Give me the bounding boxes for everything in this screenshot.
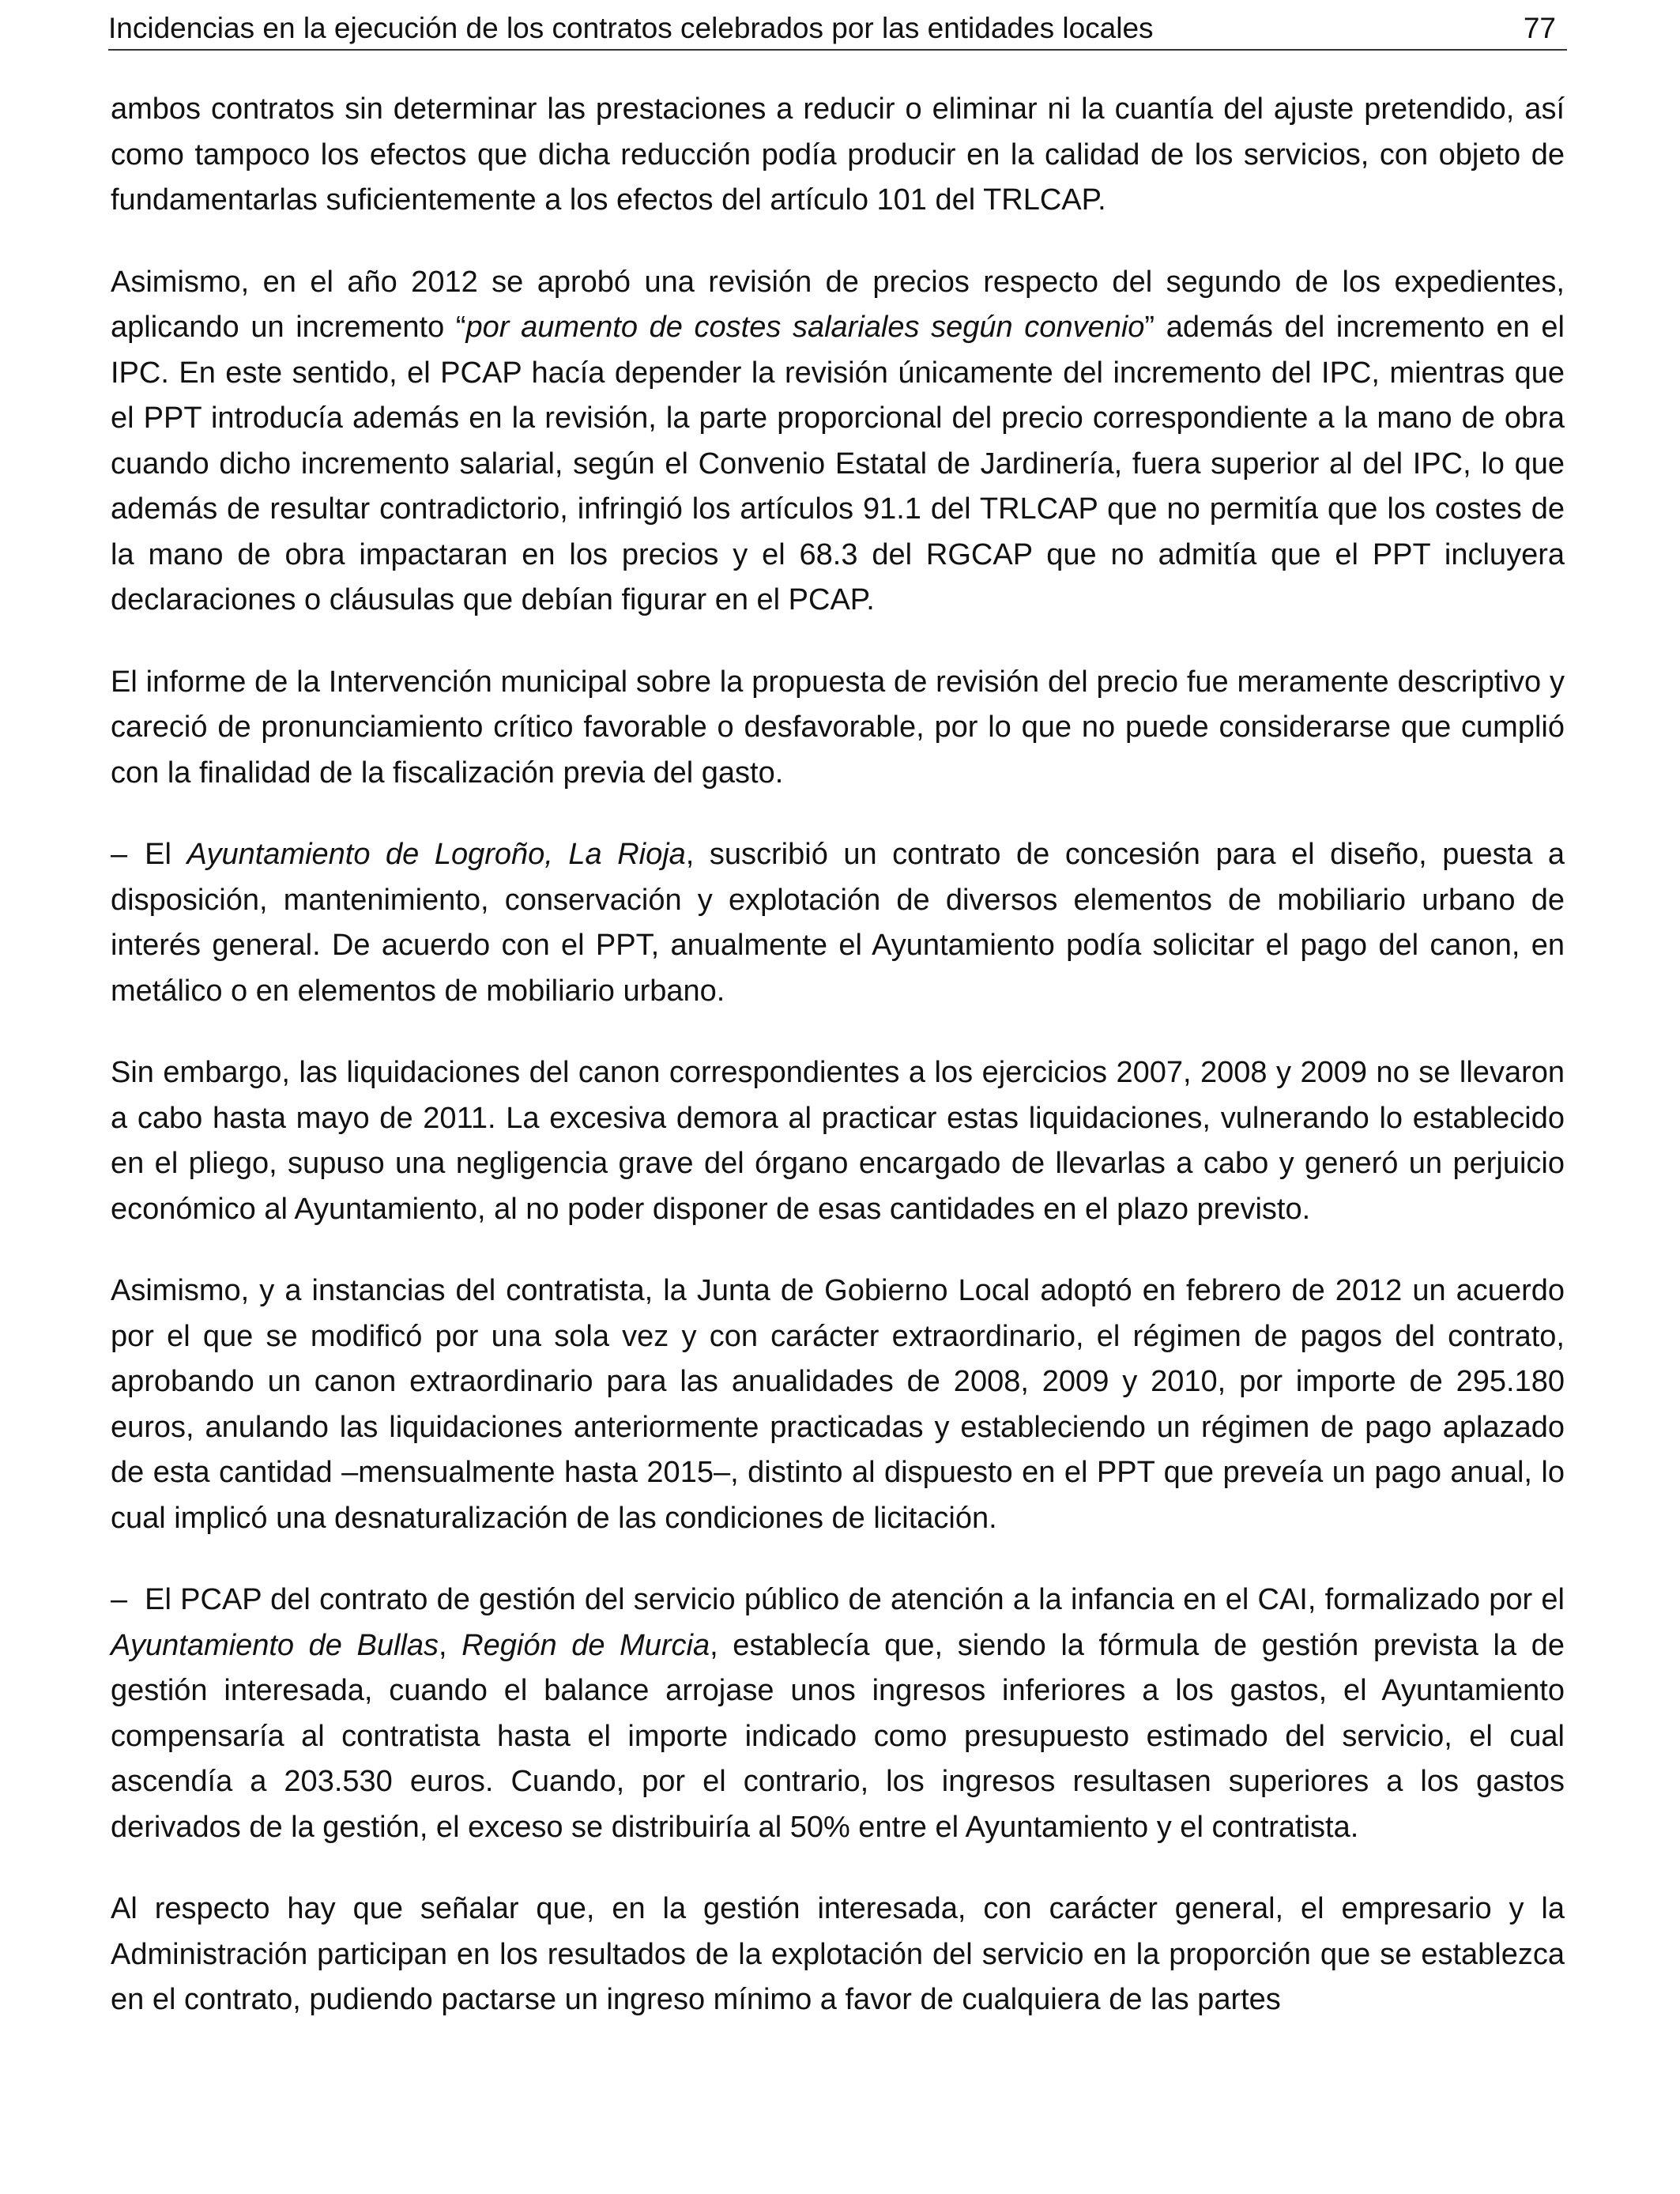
paragraph-7-separator: , <box>439 1628 462 1662</box>
body-text <box>111 87 1565 2060</box>
running-header <box>108 8 1567 51</box>
paragraph-7-text-b: , establecía que, siendo la fórmula de gestión prevista la de gestión interesada, cuando el balance arrojase unos ingresos inferiores a los gastos, el Ayuntamiento compensaría al contratista hasta el importe indicado como presupuesto estimado del servicio, el cual ascendía a 203.530 euros. Cuando, por el contrario, los ingresos resultasen superiores a los gastos derivados de la gestión, el exceso se distribuiría al 50% entre el Ayuntamiento y el contratista. <box>111 1628 1565 1844</box>
paragraph-1-text: ambos contratos sin determinar las prestaciones a reducir o eliminar ni la cuantía del ajuste pretendido, así como tampoco los efectos que dicha reducción podía producir en la calidad de los servicios, con objeto de fundamentarlas suficientemente a los efectos del artículo 101 del TRLCAP. <box>111 92 1565 217</box>
paragraph-1 <box>111 87 1565 224</box>
paragraph-7-text-a: El PCAP del contrato de gestión del servicio público de atención a la infancia en el CAI, formalizado por el <box>145 1583 1565 1616</box>
paragraph-8 <box>111 1887 1565 2023</box>
paragraph-6 <box>111 1269 1565 1541</box>
paragraph-2 <box>111 260 1565 624</box>
header-title: Incidencias en la ejecución de los contratos celebrados por las entidades locales <box>108 12 1154 44</box>
paragraph-4-entity: Ayuntamiento de Logroño, La Rioja <box>186 838 686 871</box>
page-number: 77 <box>1523 12 1556 44</box>
paragraph-2-quote: por aumento de costes salariales según convenio <box>465 311 1145 344</box>
paragraph-7 <box>111 1578 1565 1850</box>
paragraph-5-text: Sin embargo, las liquidaciones del canon correspondientes a los ejercicios 2007, 2008 y 2009 no se llevaron a cabo hasta mayo de 2011. La excesiva demora al practicar estas liquidaciones, vulnerando lo establecido en el pliego, supuso una negligencia grave del órgano encargado de llevarlas a cabo y generó un perjuicio económico al Ayuntamiento, al no poder disponer de esas cantidades en el plazo previsto. <box>111 1056 1565 1226</box>
paragraph-4 <box>111 832 1565 1014</box>
paragraph-2-text-a: Asimismo, en el año 2012 se aprobó una revisión de precios respecto del segundo de los expedientes, aplicando un incremento “ <box>111 265 1565 344</box>
list-dash: – <box>111 1583 128 1616</box>
paragraph-7-entity-1: Ayuntamiento de Bullas <box>111 1628 439 1662</box>
paragraph-7-entity-2: Región de Murcia <box>461 1628 710 1662</box>
paragraph-3-text: El informe de la Intervención municipal sobre la propuesta de revisión del precio fue meramente descriptivo y careció de pronunciamiento crítico favorable o desfavorable, por lo que no puede considerarse que cumplió con la finalidad de la fiscalización previa del gasto. <box>111 665 1565 790</box>
paragraph-4-text-a: El <box>145 838 187 871</box>
paragraph-8-text: Al respecto hay que señalar que, en la gestión interesada, con carácter general, el empresario y la Administración participan en los resultados de la explotación del servicio en la proporción que se establezca en el contrato, pudiendo pactarse un ingreso mínimo a favor de cualquiera de las partes <box>111 1892 1565 2016</box>
paragraph-4-text-b: , suscribió un contrato de concesión para el diseño, puesta a disposición, mantenimiento, conservación y explotación de diversos elementos de mobiliario urbano de interés general. De acuerdo con el PPT, anualmente el Ayuntamiento podía solicitar el pago del canon, en metálico o en elementos de mobiliario urbano. <box>111 838 1565 1008</box>
paragraph-3 <box>111 660 1565 797</box>
paragraph-5 <box>111 1050 1565 1232</box>
list-dash: – <box>111 838 128 871</box>
paragraph-6-text: Asimismo, y a instancias del contratista, la Junta de Gobierno Local adoptó en febrero de 2012 un acuerdo por el que se modificó por una sola vez y con carácter extraordinario, el régimen de pagos del contrato, aprobando un canon extraordinario para las anualidades de 2008, 2009 y 2010, por importe de 295.180 euros, anulando las liquidaciones anteriormente practicadas y estableciendo un régimen de pago aplazado de esta cantidad –mensualmente hasta 2015–, distinto al dispuesto en el PPT que preveía un pago anual, lo cual implicó una desnaturalización de las condiciones de licitación. <box>111 1274 1565 1535</box>
paragraph-2-text-b: ” además del incremento en el IPC. En este sentido, el PCAP hacía depender la revisión únicamente del incremento del IPC, mientras que el PPT introducía además en la revisión, la parte proporcional del precio correspondiente a la mano de obra cuando dicho incremento salarial, según el Convenio Estatal de Jardinería, fuera superior al del IPC, lo que además de resultar contradictorio, infringió los artículos 91.1 del TRLCAP que no permitía que los costes de la mano de obra impactaran en los precios y el 68.3 del RGCAP que no admitía que el PPT incluyera declaraciones o cláusulas que debían figurar en el PCAP. <box>111 311 1565 616</box>
